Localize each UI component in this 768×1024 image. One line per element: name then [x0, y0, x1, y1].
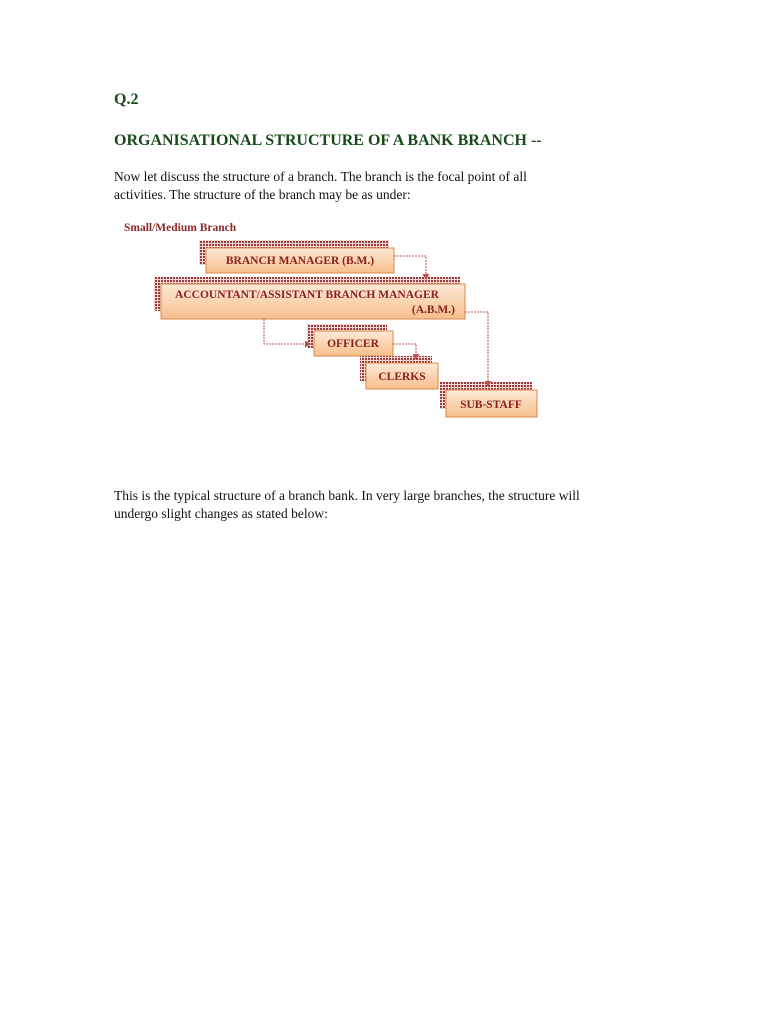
closing-line-1: This is the typical structure of a branch bank. In very large branches, the structure will [114, 488, 580, 503]
box-text-sub-staff: SUB-STAFF [460, 399, 522, 411]
closing-paragraph [114, 487, 674, 523]
org-structure-diagram [110, 214, 550, 424]
box-branch-manager [199, 240, 394, 273]
box-text-abm-line1: ACCOUNTANT/ASSISTANT BRANCH MANAGER [175, 289, 439, 301]
question-number: Q.2 [114, 91, 139, 108]
closing-line-2: undergo slight changes as stated below: [114, 506, 328, 521]
intro-paragraph [114, 168, 674, 204]
box-officer [307, 324, 393, 356]
connector-abm-substaff [465, 312, 488, 386]
diagram-label: Small/Medium Branch [124, 222, 237, 234]
box-text-clerks: CLERKS [378, 371, 426, 383]
box-text-officer: OFFICER [327, 338, 379, 350]
box-sub-staff [440, 382, 537, 417]
section-heading: ORGANISATIONAL STRUCTURE OF A BANK BRANCH -- [114, 132, 542, 149]
intro-line-2: activities. The structure of the branch may be as under: [114, 187, 411, 202]
connector-bm-abm [394, 256, 426, 279]
intro-line-1: Now let discuss the structure of a branch. The branch is the focal point of all [114, 169, 527, 184]
box-text-branch-manager: BRANCH MANAGER (B.M.) [225, 255, 375, 267]
connector-abm-officer [264, 319, 310, 344]
box-clerks [360, 356, 438, 389]
box-abm [154, 277, 465, 319]
box-text-abm-line2: (A.B.M.) [411, 304, 455, 316]
